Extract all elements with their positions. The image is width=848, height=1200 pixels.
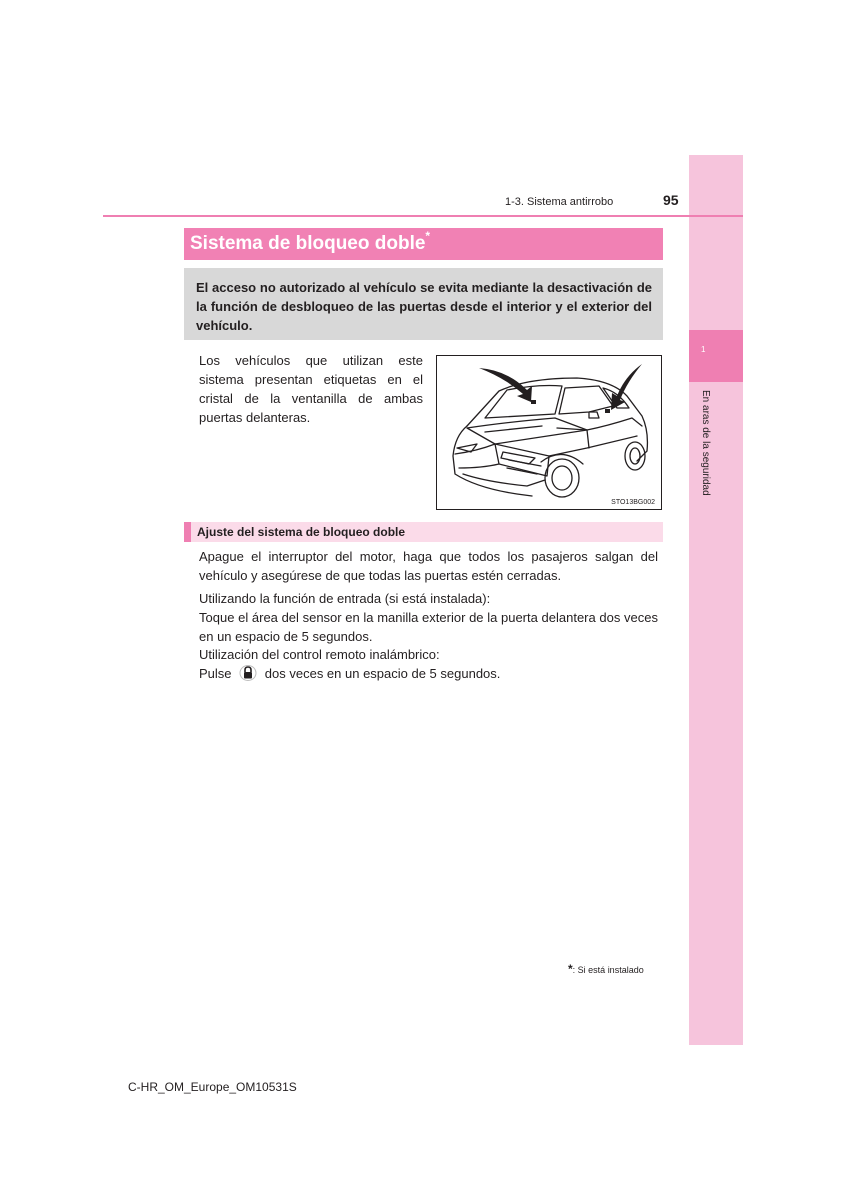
- header-rule: [103, 215, 743, 217]
- header-section-title: 1-3. Sistema antirrobo: [505, 196, 614, 208]
- section-title-mark: *: [425, 229, 431, 243]
- subsection-marker: [184, 522, 191, 542]
- lock-icon: [239, 665, 257, 681]
- figure-code: STO13BG002: [611, 499, 655, 506]
- chapter-side-tab: [689, 155, 743, 1045]
- subsection-title: Ajuste del sistema de bloqueo doble: [197, 525, 406, 539]
- car-drawing: [437, 356, 663, 511]
- paragraph-entry-function: Toque el área del sensor en la manilla exterior de la puerta delantera dos veces en un espacio de 5 segundos.: [199, 610, 658, 644]
- car-illustration: [436, 355, 662, 510]
- footnote: [568, 962, 644, 976]
- paragraph-remote: [199, 664, 658, 683]
- footnote-mark: *: [568, 962, 573, 976]
- page-number: 95: [663, 192, 679, 208]
- section-title-text: Sistema de bloqueo doble: [190, 233, 426, 254]
- chapter-title: En aras de la seguridad: [700, 390, 711, 496]
- paragraph-remote-heading: Utilización del control remoto inalámbrico:: [199, 647, 440, 662]
- paragraph-entry-function-heading: Utilizando la función de entrada (si está instalada):: [199, 591, 491, 606]
- figure-description: Los vehículos que utilizan este sistema presentan etiquetas en el cristal de la ventanilla de ambas puertas delanteras.: [199, 353, 423, 425]
- footnote-text: : Si está instalado: [572, 965, 644, 975]
- paragraph-engine-off: Apague el interruptor del motor, haga que todos los pasajeros salgan del vehículo y asegúrese de que todas las puertas estén cerradas.: [199, 549, 658, 583]
- press-label: Pulse: [199, 666, 232, 681]
- chapter-tab-active[interactable]: [689, 330, 743, 382]
- section-title: [190, 229, 431, 255]
- chapter-number: 1: [701, 345, 706, 354]
- document-code: C-HR_OM_Europe_OM10531S: [128, 1080, 297, 1094]
- intro-text: El acceso no autorizado al vehículo se evita mediante la desactivación de la función de desbloqueo de las puertas desde el interior y el exterior del vehículo.: [196, 280, 652, 333]
- press-instruction: dos veces en un espacio de 5 segundos.: [264, 666, 501, 681]
